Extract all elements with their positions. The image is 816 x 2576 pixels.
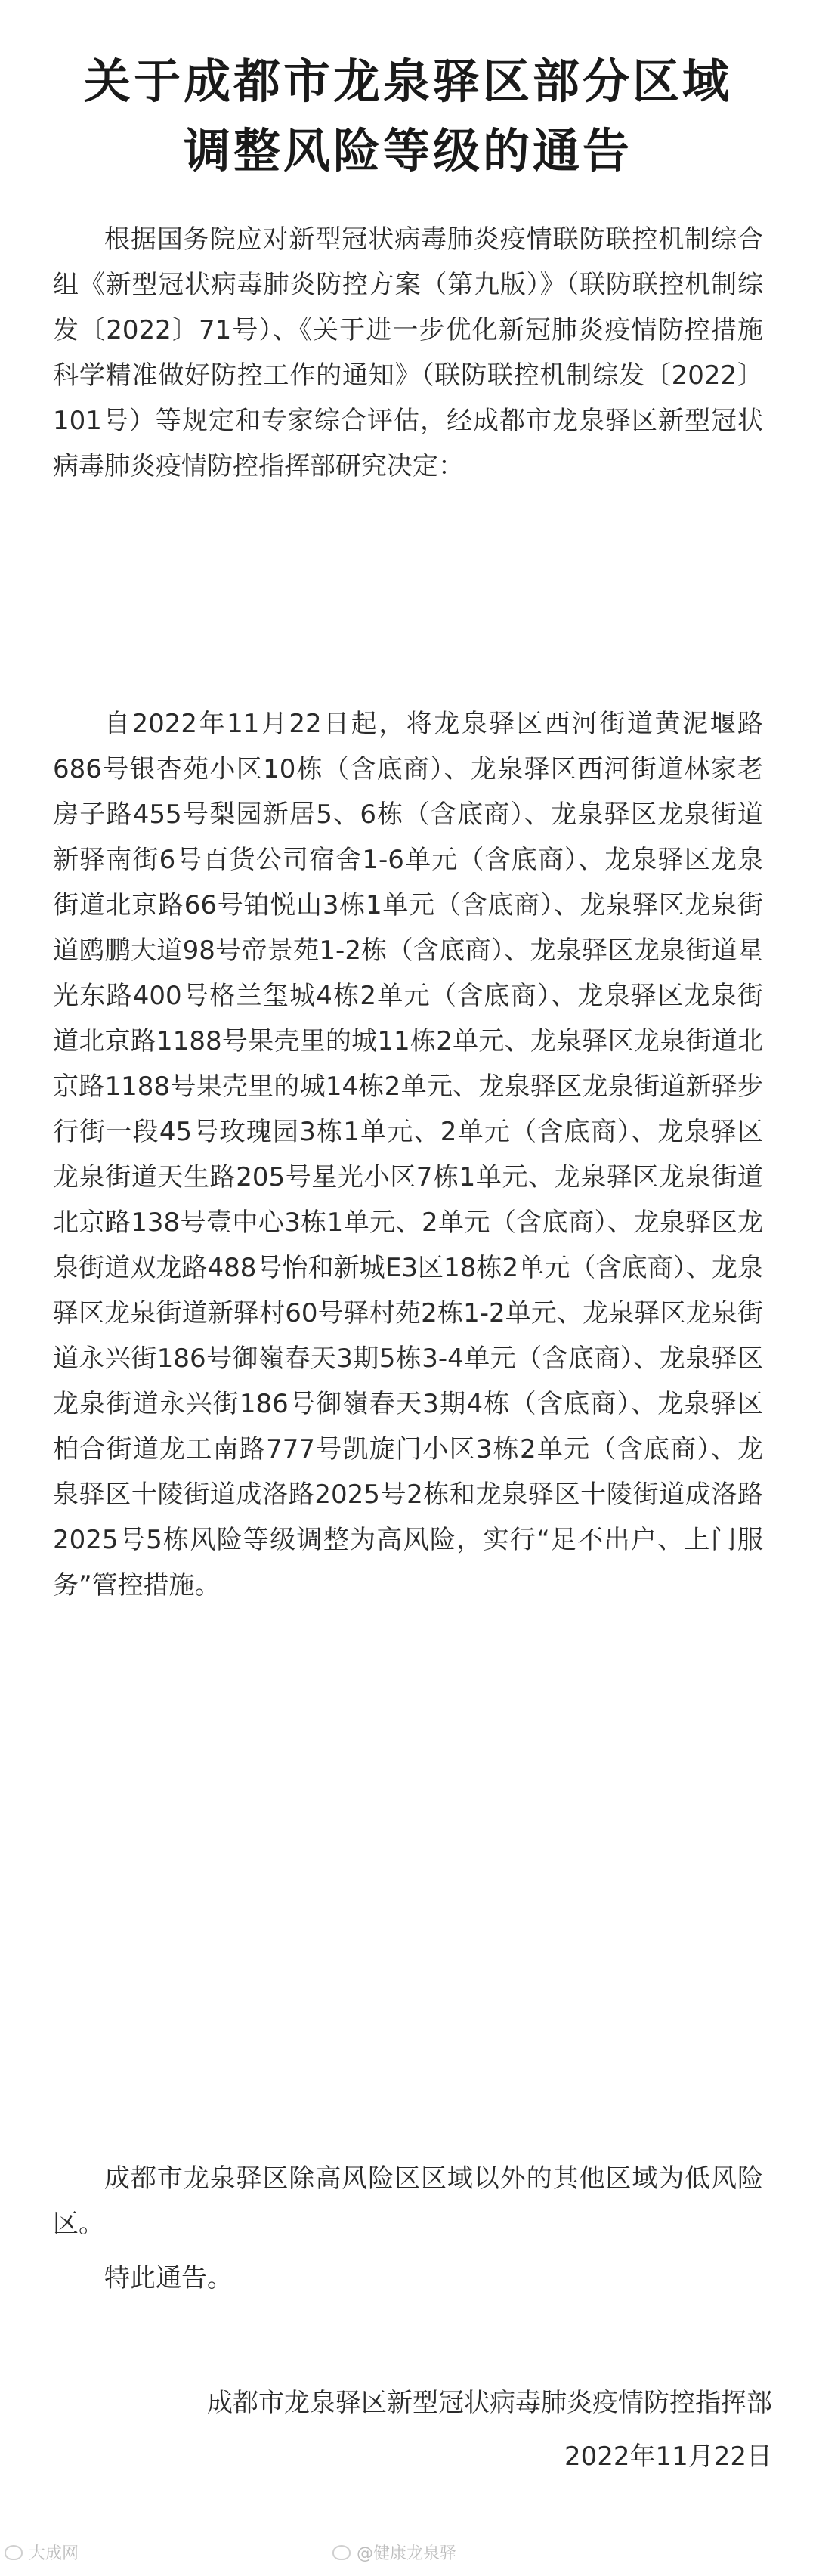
notice-title-line1: 关于成都市龙泉驿区部分区域 — [83, 54, 732, 109]
paragraph-text: 根据国务院应对新型冠状病毒肺炎疫情联防联控机制综合组《新型冠状病毒肺炎防控方案（第九版）》（联防联控机制综发〔2022〕71号）、《关于进一步优化新冠肺炎疫情防控措施 科学精准做好防控工作的通知》（联防联控机制综发〔2022〕101号）等规定和专家综合评估，经成都市龙泉驿区新型冠状病毒肺炎疫情防控指挥部研究决定： — [53, 224, 763, 481]
notice-paragraph-closing — [53, 2256, 763, 2301]
notice-paragraph-low-risk — [53, 2156, 763, 2247]
paragraph-text: 成都市龙泉驿区除高风险区区域以外的其他区域为低风险区。 — [53, 2163, 763, 2239]
signature-date: 2022年11月22日 — [564, 2441, 772, 2472]
watermark-left-text: 大成网 — [29, 2544, 79, 2563]
notice-paragraph-high-risk-areas — [53, 701, 763, 1608]
weibo-logo-icon — [5, 2545, 23, 2560]
notice-paragraph-basis — [53, 217, 763, 489]
signature-organization: 成都市龙泉驿区新型冠状病毒肺炎疫情防控指挥部 — [207, 2388, 772, 2418]
watermark-left — [5, 2540, 79, 2564]
weibo-logo-icon — [332, 2545, 351, 2560]
watermark-center-text: @健康龙泉驿 — [357, 2544, 457, 2563]
paragraph-text: 自2022年11月22日起，将龙泉驿区西河街道黄泥堰路686号银杏苑小区10栋（含底商）、龙泉驿区西河街道林家老房子路455号梨园新居5、6栋（含底商）、龙泉驿区龙泉街道新驿南街6号百货公司宿舍1-6单元（含底商）、龙泉驿区龙泉街道北京路66号铂悦山3栋1单元（含底商）、龙泉驿区龙泉街道鸥鹏大道98号帝景苑1-2栋（含底商）、龙泉驿区龙泉街道星光东路400号格兰玺城4栋2单元（含底商）、龙泉驿区龙泉街道北京路1188号果壳里的城11栋2单元、龙泉驿区龙泉街道北京路1188号果壳里的城14栋2单元、龙泉驿区龙泉街道新驿步行街一段45号玫瑰园3栋1单元、2单元（含底商）、龙泉驿区龙泉街道天生路205号星光小区7栋1单元、龙泉驿区龙泉街道北京路138号壹中心3栋1单元、2单元（含底商）、龙泉驿区龙泉街道双龙路488号怡和新城E3区18栋2单元（含底商）、龙泉驿区龙泉街道新驿村60号驿村苑2栋1-2单元、龙泉驿区龙泉街道永兴街186号御嶺春天3期5栋3-4单元（含底商）、龙泉驿区龙泉街道永兴街186号御嶺春天3期4栋（含底商）、龙泉驿区柏合街道龙工南路777号凯旋门小区3栋2单元（含底商）、龙泉驿区十陵街道成洛路2025号2栋和龙泉驿区十陵街道成洛路2025号5栋风险等级调整为高风险，实行“足不出户、上门服务”管控措施。 — [53, 709, 763, 1600]
notice-title-line2: 调整风险等级的通告 — [183, 123, 632, 178]
paragraph-text: 特此通告。 — [104, 2263, 233, 2293]
watermark-center — [332, 2540, 456, 2564]
